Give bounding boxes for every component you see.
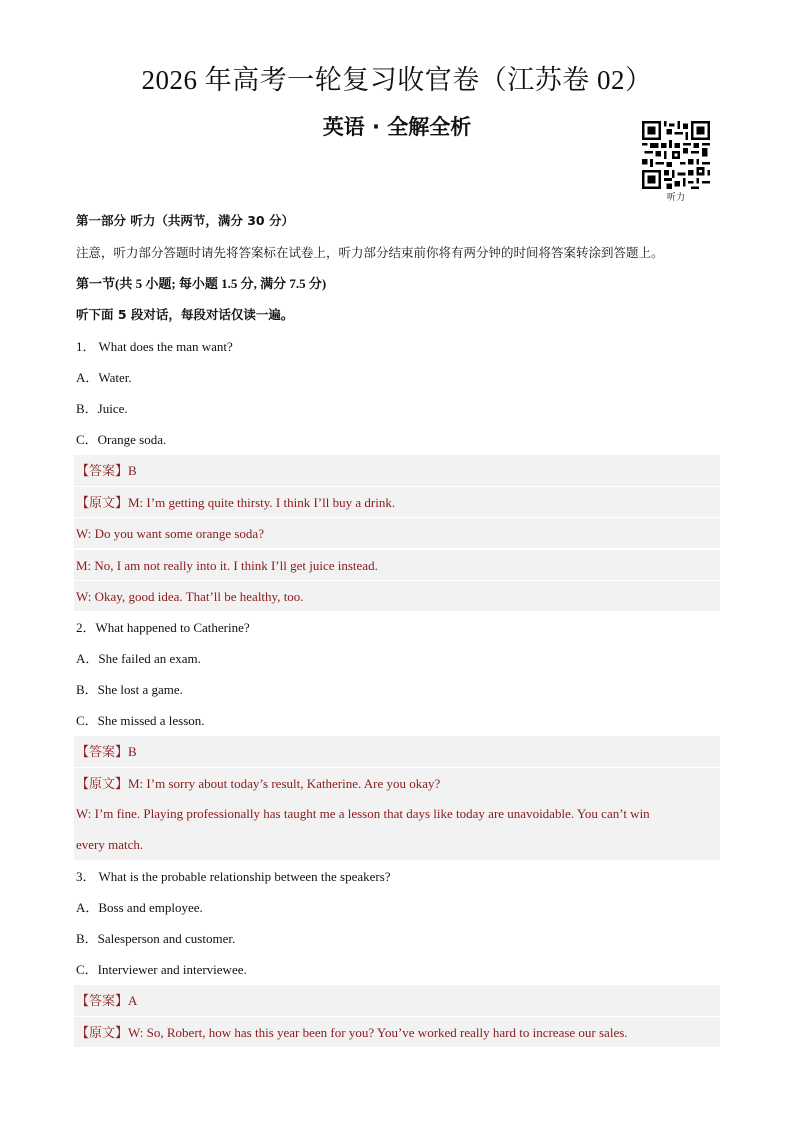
option-b: B．Juice. (76, 401, 128, 416)
option-a: A．Boss and employee. (76, 900, 203, 915)
qr-code-icon[interactable] (642, 121, 710, 189)
option-a: A．Water. (76, 370, 132, 385)
transcript-line: 【原文】W: So, Robert, how has this year been for you? You’ve worked really hard to increase our sales. (74, 1016, 720, 1047)
part-heading: 第一部分 听力（共两节，满分 30 分） (76, 213, 294, 228)
instruction-text: 听下面 5 段对话，每段对话仅读一遍。 (76, 307, 294, 322)
answer-line: 【答案】B (74, 736, 720, 767)
answer-line: 【答案】A (74, 985, 720, 1016)
section-heading: 第一节(共 5 小题; 每小题 1.5 分, 满分 7.5 分) (76, 276, 327, 291)
question-stem: 2．What happened to Catherine? (76, 620, 250, 635)
exam-title: 2026 年高考一轮复习收官卷（江苏卷 02） (141, 65, 653, 95)
question-stem: 3． What is the probable relationship between the speakers? (76, 869, 391, 884)
transcript-line: W: I’m fine. Playing professionally has taught me a lesson that days like today are unavoidable. You can’t win (74, 798, 720, 829)
question-stem: 1． What does the man want? (76, 339, 233, 354)
transcript-line: W: Do you want some orange soda? (74, 517, 720, 548)
exam-subtitle: 英语 · 全解全析 (322, 115, 472, 139)
answer-line: 【答案】B (74, 455, 720, 486)
option-b: B．She lost a game. (76, 682, 183, 697)
option-a: A．She failed an exam. (76, 651, 201, 666)
option-c: C．Interviewer and interviewee. (76, 962, 247, 977)
transcript-line: every match. (74, 829, 720, 860)
transcript-line: 【原文】M: I’m sorry about today’s result, Katherine. Are you okay? (74, 767, 720, 798)
qr-label: 听力 (666, 193, 685, 203)
transcript-line: W: Okay, good idea. That’ll be healthy, too. (74, 580, 720, 611)
option-c: C．Orange soda. (76, 432, 167, 447)
option-b: B．Salesperson and customer. (76, 931, 236, 946)
transcript-line: M: No, I am not really into it. I think I’ll get juice instead. (74, 549, 720, 580)
option-c: C．She missed a lesson. (76, 713, 205, 728)
transcript-line: 【原文】M: I’m getting quite thirsty. I think I’ll buy a drink. (74, 486, 720, 517)
notice-text: 注意，听力部分答题时请先将答案标在试卷上，听力部分结束前你将有两分钟的时间将答案转涂到答题上。 (76, 245, 664, 260)
